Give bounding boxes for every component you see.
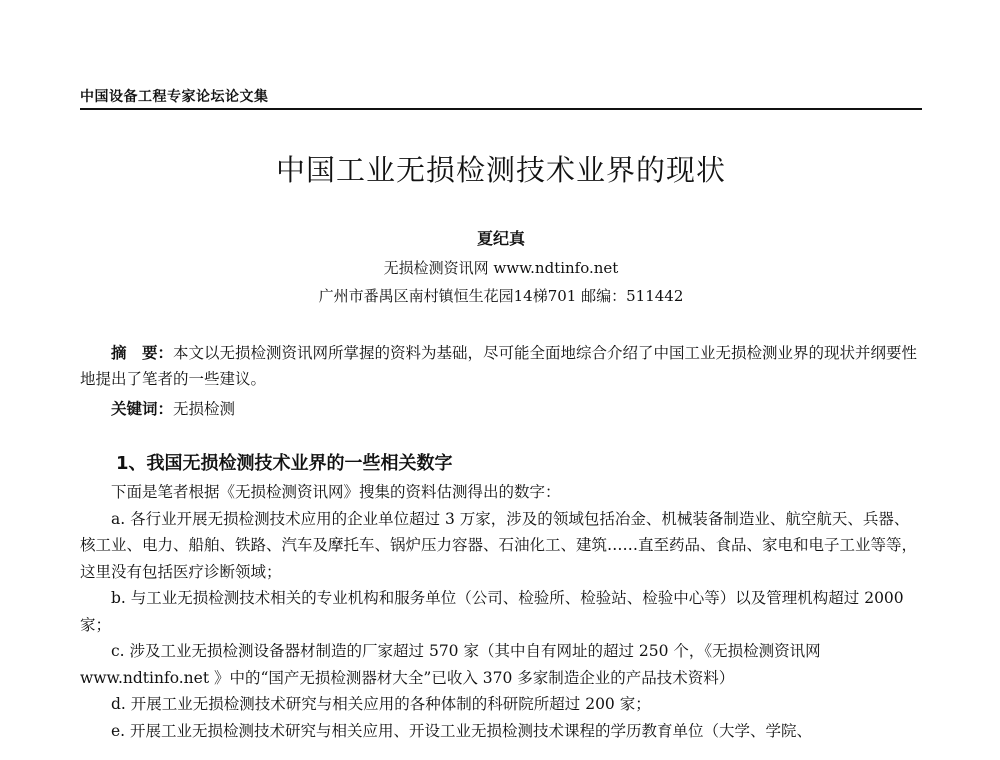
section-heading: 1、我国无损检测技术业界的一些相关数字 xyxy=(116,453,453,474)
abstract-text: 本文以无损检测资讯网所掌握的资料为基础，尽可能全面地综合介绍了中国工业无损检测业界的现状并纲要性地提出了笔者的一些建议。 xyxy=(80,344,918,388)
paper-title: 中国工业无损检测技术业界的现状 xyxy=(275,153,726,187)
author-address: 广州市番禺区南村镇恒生花园14梯701 邮编：511442 xyxy=(318,287,684,305)
author-name: 夏纪真 xyxy=(476,229,525,248)
list-item-c: c. 涉及工业无损检测设备器材制造的厂家超过 570 家（其中自有网址的超过 250 个，《无损检测资讯网 www.ndtinfo.net 》中的“国产无损检测器材大全”已收入 370 多家制造企业的产品技术资料） xyxy=(80,642,821,687)
header-rule xyxy=(80,108,922,110)
list-item-d: d. 开展工业无损检测技术研究与相关应用的各种体制的科研院所超过 200 家； xyxy=(111,695,651,713)
section-intro: 下面是笔者根据《无损检测资讯网》搜集的资料估测得出的数字： xyxy=(111,483,561,501)
list-item-e: e. 开展工业无损检测技术研究与相关应用、开设工业无损检测技术课程的学历教育单位（大学、学院、 xyxy=(111,721,813,740)
running-header: 中国设备工程专家论坛论文集 xyxy=(80,89,269,105)
abstract-label: 摘 要： xyxy=(111,344,174,362)
abstract xyxy=(80,340,922,392)
list-item-a: a. 各行业开展无损检测技术应用的企业单位超过 3 万家，涉及的领域包括冶金、机械装备制造业、航空航天、兵器、核工业、电力、船舶、铁路、汽车及摩托车、锅炉压力容器、石油化工、建筑……直至药品、食品、家电和电子工业等等，这里没有包括医疗诊断领域； xyxy=(80,509,918,581)
keywords xyxy=(80,396,922,422)
keywords-label: 关键词： xyxy=(111,400,174,418)
keywords-text: 无损检测 xyxy=(173,400,236,418)
section-body xyxy=(80,479,922,744)
list-item-b: b. 与工业无损检测技术相关的专业机构和服务单位（公司、检验所、检验站、检验中心等）以及管理机构超过 2000 家； xyxy=(80,589,904,634)
author-affiliation: 无损检测资讯网 www.ndtinfo.net xyxy=(383,259,619,277)
